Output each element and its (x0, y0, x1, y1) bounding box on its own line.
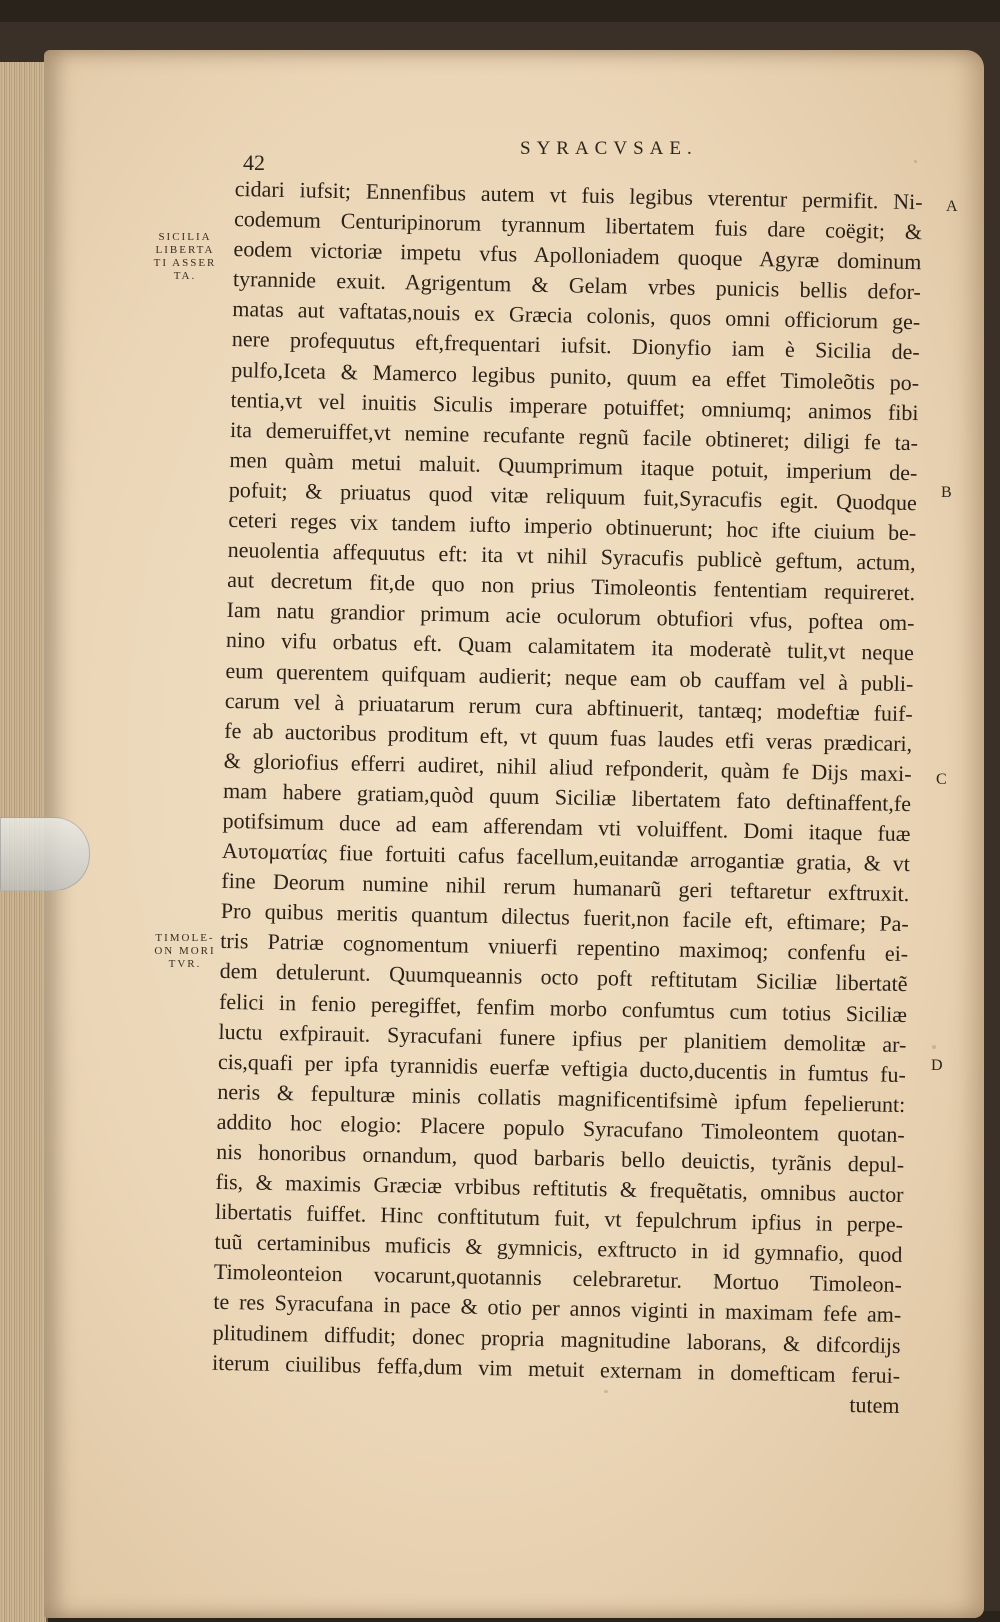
text-line: carum vel à priuatarum rerum cura abftinuerit, tantæq; modeftiæ fuif- (224, 687, 914, 726)
body-text (211, 174, 923, 1421)
page-tab (0, 817, 90, 891)
text-line: dem detulerunt. Quumqueannis octo poft reftitutam Siciliæ libertatẽ (219, 958, 908, 997)
text-line: fine Deorum numine nihil rerum humanarũ geri teftaretur exftruxit. (221, 868, 910, 907)
text-line: mam habere gratiam,quòd quum Siciliæ libertatem fato deftinaffent,fe (222, 777, 912, 816)
section-marker-d: D (931, 1057, 943, 1074)
text-line: ceteri reges vix tandem iufto imperio obtinuerunt; hoc ifte ciuium be- (228, 506, 917, 546)
text-line: men quàm metui maluit. Quumprimum itaque potuit, imperium de- (229, 446, 918, 485)
text-line: eodem victoriæ impetu vfus Apolloniadem quoque Agyræ dominum (233, 236, 922, 275)
text-line: libertatis fuiffet. Hinc conftitutum fuit, vt fepulchrum ipfius in perpe- (214, 1198, 904, 1238)
text-line: tentia,vt vel inuitis Siculis imperare potuiffet; omniumq; animos fibi (230, 386, 919, 425)
margin-note-line: LIBERTA (155, 244, 215, 256)
section-marker-c: C (936, 771, 947, 788)
page-number: 42 (243, 150, 265, 175)
margin-note-line: ON MORI (154, 945, 216, 957)
margin-note-timoleon (140, 932, 230, 971)
text-line: cidari iufsit; Ennenfibus autem vt fuis legibus vterentur permifit. Ni- (234, 175, 923, 215)
text-line: & gloriofius efferri audiret, nihil aliud refponderit, quàm fe Dijs maxi- (223, 747, 912, 786)
text-line: fe ab auctoribus proditum eft, vt quum fuas laudes etfi veras prædicari, (224, 717, 913, 756)
text-line: neris & fepulturæ minis collatis magnificentifsimè ipfum fepelierunt: (217, 1078, 906, 1117)
text-line: Timoleonteion vocarunt,quotannis celebraretur. Mortuo Timoleon- (213, 1259, 903, 1298)
text-line: iterum ciuilibus feffa,dum vim metuit externam in domefticam ferui- (211, 1349, 901, 1388)
text-line: luctu exfpirauit. Syracufani funere ipfius per planitiem demolitæ ar- (218, 1018, 907, 1057)
margin-note-line: TIMOLE- (155, 932, 215, 944)
text-line: tuũ certaminibus muficis & gymnicis, exftructo in id gymnafio, quod (214, 1229, 903, 1268)
text-line: plitudinem diffudit; donec propria magnitudine laborans, & difcordijs (212, 1319, 901, 1358)
text-line: Pro quibus meritis quantum dilectus fuerit,non facile eft, eftimare; Pa- (220, 898, 909, 937)
margin-note-line: TVR. (168, 958, 202, 970)
text-line: tris Patriæ cognomentum vniuerfi repentino maximoq; confenfu ei- (220, 928, 909, 967)
text-line: eum querentem quifquam audierit; neque eam ob cauffam vel à publi- (225, 657, 914, 696)
text-line: matas aut vaftatas,nouis ex Græcia colonis, quos omni officiorum ge- (232, 296, 921, 335)
text-line: felici in fenio peregiffet, fenfim morbo confumtus cum totius Siciliæ (218, 988, 908, 1027)
text-line: codemum Centuripinorum tyrannum libertatem fuis dare coëgit; & (233, 206, 923, 245)
margin-note-line: SICILIA (158, 231, 212, 243)
text-line: nere profequutus eft,frequentari iufsit. Dionyfio iam è Sicilia de- (231, 326, 920, 365)
text-line: tutem (849, 1391, 900, 1418)
text-line: pulfo,Iceta & Mamerco legibus punito, quum ea effet Timoleõtis po- (231, 356, 920, 395)
text-line: cis,quafi per ipfa tyrannidis euerfæ veftigia ducto,ducentis in fumtus fu- (217, 1048, 907, 1087)
running-head: SYRACVSAE. (520, 138, 698, 159)
text-line: ita demeruiffet,vt nemine recufante regnũ facile obtineret; diligi fe ta- (229, 416, 919, 455)
margin-note-sicilia (140, 231, 230, 283)
text-line: Iam natu grandior primum acie oculorum obtufiori vfus, poftea om- (226, 597, 915, 636)
text-line: pofuit; & priuatus quod vitæ reliquum fuit,Syracufis egit. Quodque (228, 476, 918, 516)
text-line: Αυτοματίας fiue fortuiti cafus facellum,euitandæ arrogantiæ gratia, & vt (221, 837, 911, 877)
text-line: fis, & maximis Græciæ vrbibus reftitutis & frequẽtatis, omnibus auctor (215, 1168, 904, 1208)
text-line: te res Syracufana in pace & otio per annos viginti in maximam fefe am- (213, 1289, 902, 1328)
paper-spot (932, 1045, 936, 1049)
text-line: nino vifu orbatus eft. Quam calamitatem ita moderatè tulit,vt neque (225, 627, 915, 666)
text-line: potifsimum duce ad eam afferendam vti voluiffent. Domi itaque fuæ (222, 807, 911, 847)
text-line: nis honoribus ornandum, quod barbaris bello deuictis, tyrãnis depul- (215, 1138, 905, 1178)
text-line: tyrannide exuit. Agrigentum & Gelam vrbes punicis bellis defor- (232, 266, 922, 305)
text-line: aut decretum fit,de quo non prius Timoleontis fententiam requireret. (226, 567, 916, 606)
margin-note-line: TI ASSER (153, 257, 217, 269)
paper-spot (914, 160, 917, 163)
text-line: addito hoc elogio: Placere populo Syracufano Timoleontem quotan- (216, 1108, 905, 1147)
text-line: neuolentia affequutus eft: ita vt nihil Syracufis publicè geftum, actum, (227, 537, 916, 576)
margin-note-line: TA. (173, 270, 197, 282)
section-marker-a: A (946, 198, 958, 215)
section-marker-b: B (941, 484, 952, 501)
